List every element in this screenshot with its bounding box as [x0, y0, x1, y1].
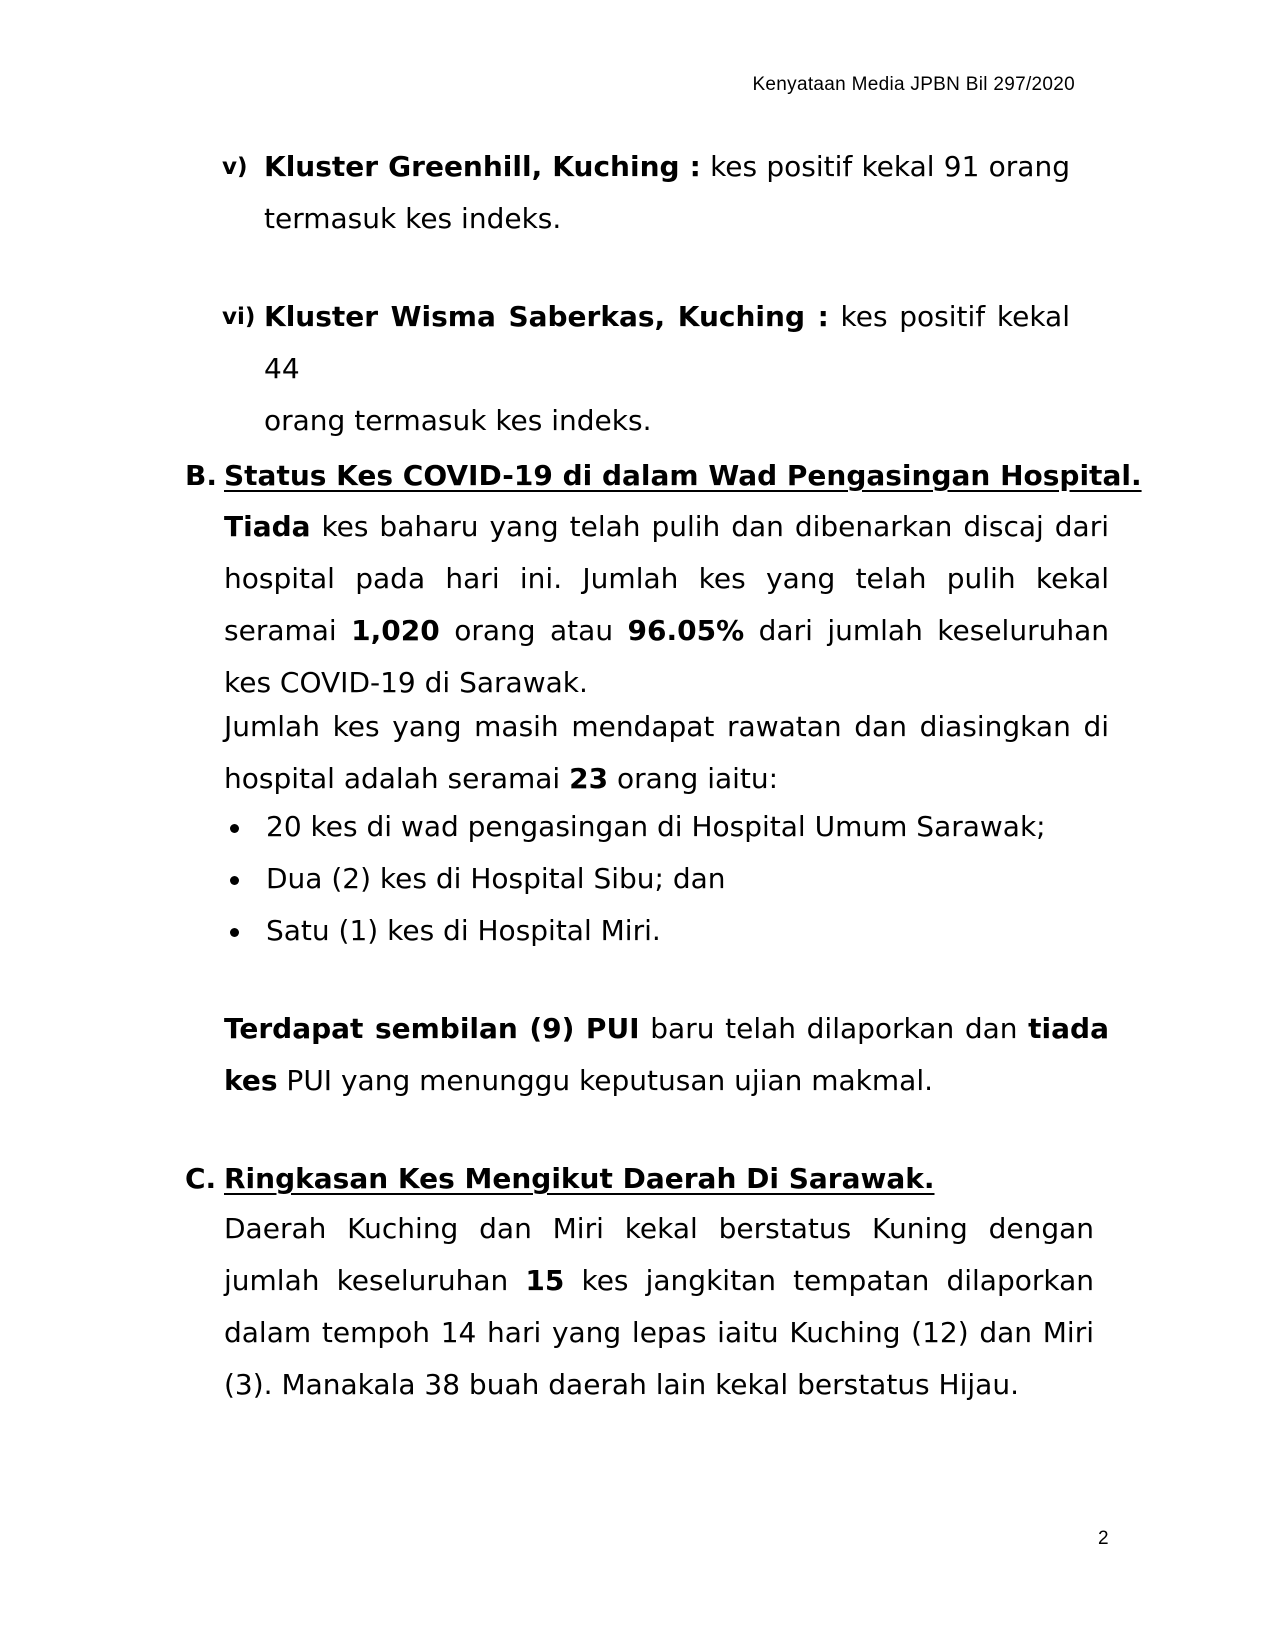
treatment-paragraph — [224, 701, 1109, 805]
paragraph-text: orang iaitu: — [608, 762, 779, 795]
cluster-text — [264, 291, 1070, 447]
cluster-continuation: termasuk kes indeks. — [264, 202, 562, 235]
cluster-name: Kluster Greenhill, Kuching : — [264, 150, 701, 183]
cluster-status: kes positif kekal 91 orang — [710, 150, 1070, 183]
paragraph-text: baru telah dilaporkan dan — [639, 1012, 1029, 1045]
section-title: Ringkasan Kes Mengikut Daerah Di Sarawak. — [224, 1162, 935, 1195]
hospital-list — [224, 801, 1046, 957]
recovery-percentage: 96.05% — [627, 614, 745, 647]
section-title: Status Kes COVID-19 di dalam Wad Pengasingan Hospital. — [224, 459, 1142, 492]
section-letter: B. — [185, 459, 217, 492]
list-item-text: 20 kes di wad pengasingan di Hospital Umum Sarawak; — [266, 810, 1046, 843]
district-paragraph — [224, 1203, 1094, 1411]
bold-text: Terdapat sembilan (9) PUI — [224, 1012, 640, 1045]
local-case-count: 15 — [525, 1264, 565, 1297]
list-item — [224, 853, 1046, 905]
cluster-item — [222, 141, 1070, 245]
active-case-count: 23 — [569, 762, 609, 795]
cluster-item — [222, 291, 1070, 447]
paragraph-text: orang atau — [439, 614, 628, 647]
paragraph-text: Daerah Kuching dan Miri kekal berstatus Kuning dengan jumlah keseluruhan — [224, 1212, 1094, 1297]
section-letter: C. — [185, 1162, 217, 1195]
document-reference: Kenyataan Media JPBN Bil 297/2020 — [752, 74, 1075, 95]
bullet-icon — [230, 876, 239, 885]
bold-text: tiada kes — [224, 1012, 1109, 1097]
list-item-text: Satu (1) kes di Hospital Miri. — [266, 914, 661, 947]
paragraph-text: dari jumlah keseluruhan kes COVID-19 di Sarawak. — [224, 614, 1109, 699]
paragraph-text: PUI yang menunggu keputusan ujian makmal. — [277, 1064, 934, 1097]
list-item — [224, 801, 1046, 853]
pui-paragraph — [224, 1003, 1109, 1107]
section-c-heading — [185, 1153, 935, 1205]
cluster-numeral: vi) — [222, 304, 256, 330]
list-item — [224, 905, 1046, 957]
cluster-first-line — [264, 141, 1070, 193]
cluster-text — [264, 141, 1070, 245]
cluster-name: Kluster Wisma Saberkas, Kuching : — [264, 300, 829, 333]
recovered-count: 1,020 — [351, 614, 440, 647]
cluster-continuation: orang termasuk kes indeks. — [264, 404, 652, 437]
cluster-status: kes positif kekal 44 — [264, 300, 1070, 385]
bullet-icon — [230, 928, 239, 937]
page-number: 2 — [1098, 1528, 1109, 1549]
cluster-first-line — [264, 291, 1070, 395]
list-item-text: Dua (2) kes di Hospital Sibu; dan — [266, 862, 726, 895]
cluster-numeral: v) — [222, 154, 248, 180]
recovery-paragraph — [224, 501, 1109, 709]
section-b-heading — [185, 450, 1142, 502]
paragraph-text: Jumlah kes yang masih mendapat rawatan dan diasingkan di hospital adalah seramai — [224, 710, 1109, 795]
paragraph-text: kes baharu yang telah pulih dan dibenarkan discaj dari hospital pada hari ini. Jumlah kes yang telah pulih kekal seramai — [224, 510, 1109, 647]
paragraph-text: kes jangkitan tempatan dilaporkan dalam tempoh 14 hari yang lepas iaitu Kuching (12) dan Miri (3). Manakala 38 buah daerah lain kekal berstatus Hijau. — [224, 1264, 1095, 1401]
bold-text: Tiada — [224, 510, 311, 543]
bullet-icon — [230, 824, 239, 833]
